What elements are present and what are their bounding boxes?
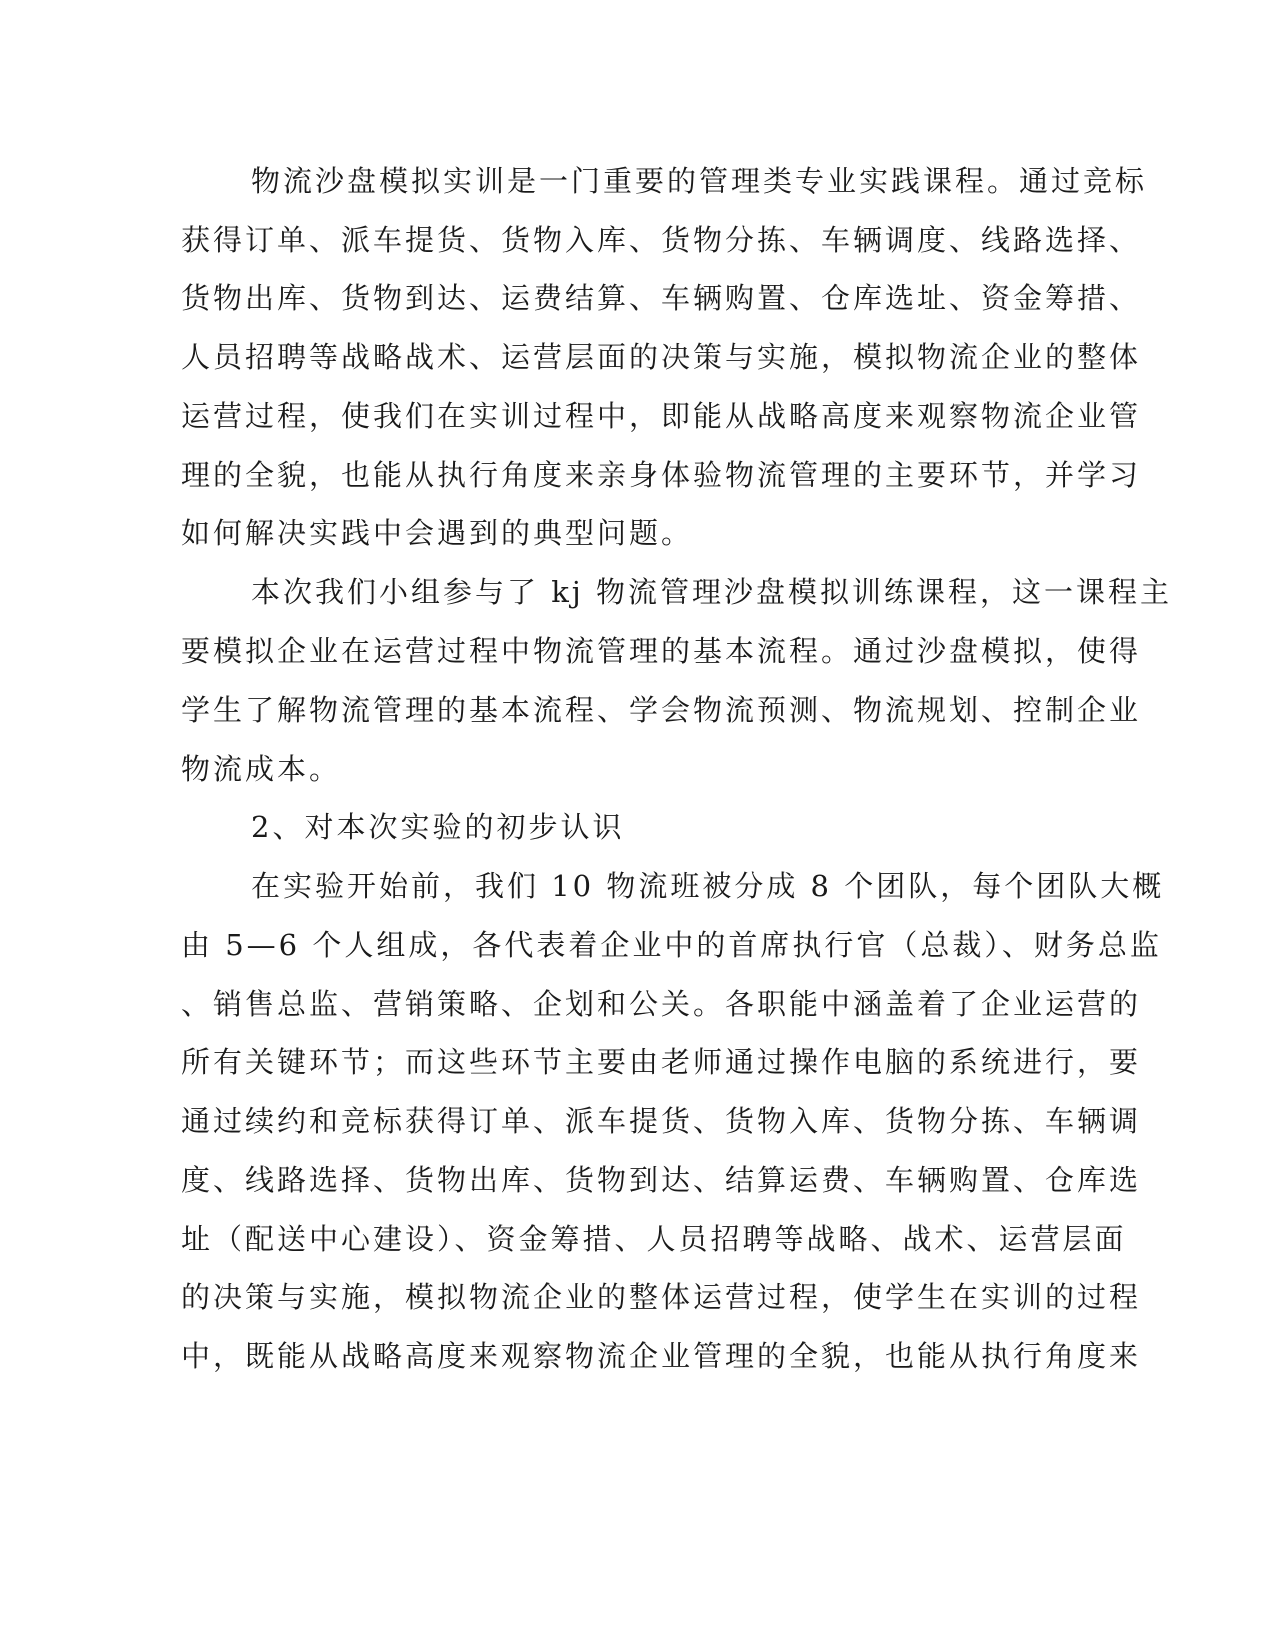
text-line: 要模拟企业在运营过程中物流管理的基本流程。通过沙盘模拟，使得	[181, 634, 1142, 668]
text-line: 所有关键环节；而这些环节主要由老师通过操作电脑的系统进行，要	[181, 1045, 1142, 1079]
text-line: 人员招聘等战略战术、运营层面的决策与实施，模拟物流企业的整体	[181, 340, 1142, 374]
text-line: 本次我们小组参与了 kj 物流管理沙盘模拟训练课程，这一课程主	[251, 575, 1173, 609]
text-line: 通过续约和竞标获得订单、派车提货、货物入库、货物分拣、车辆调	[181, 1104, 1142, 1138]
text-line: 如何解决实践中会遇到的典型问题。	[181, 516, 694, 550]
text-line: 物流沙盘模拟实训是一门重要的管理类专业实践课程。通过竞标	[251, 164, 1148, 198]
text-line: 由 5—6 个人组成，各代表着企业中的首席执行官（总裁）、财务总监	[181, 928, 1162, 962]
text-line: 运营过程，使我们在实训过程中，即能从战略高度来观察物流企业管	[181, 399, 1142, 433]
text-line: 在实验开始前，我们 10 物流班被分成 8 个团队，每个团队大概	[251, 869, 1165, 903]
text-line: 理的全貌，也能从执行角度来亲身体验物流管理的主要环节，并学习	[181, 458, 1142, 492]
text-line: 货物出库、货物到达、运费结算、车辆购置、仓库选址、资金筹措、	[181, 281, 1142, 315]
text-line: 的决策与实施，模拟物流企业的整体运营过程，使学生在实训的过程	[181, 1280, 1142, 1314]
text-line: 获得订单、派车提货、货物入库、货物分拣、车辆调度、线路选择、	[181, 223, 1142, 257]
text-line: 度、线路选择、货物出库、货物到达、结算运费、车辆购置、仓库选	[181, 1163, 1142, 1197]
text-line: 址（配送中心建设）、资金筹措、人员招聘等战略、战术、运营层面	[181, 1222, 1127, 1256]
text-line: 物流成本。	[181, 752, 342, 786]
section-heading: 2、对本次实验的初步认识	[251, 810, 625, 844]
text-line: 中，既能从战略高度来观察物流企业管理的全貌，也能从执行角度来	[181, 1339, 1142, 1373]
text-line: 学生了解物流管理的基本流程、学会物流预测、物流规划、控制企业	[181, 693, 1142, 727]
text-line: 、销售总监、营销策略、企划和公关。各职能中涵盖着了企业运营的	[181, 987, 1142, 1021]
